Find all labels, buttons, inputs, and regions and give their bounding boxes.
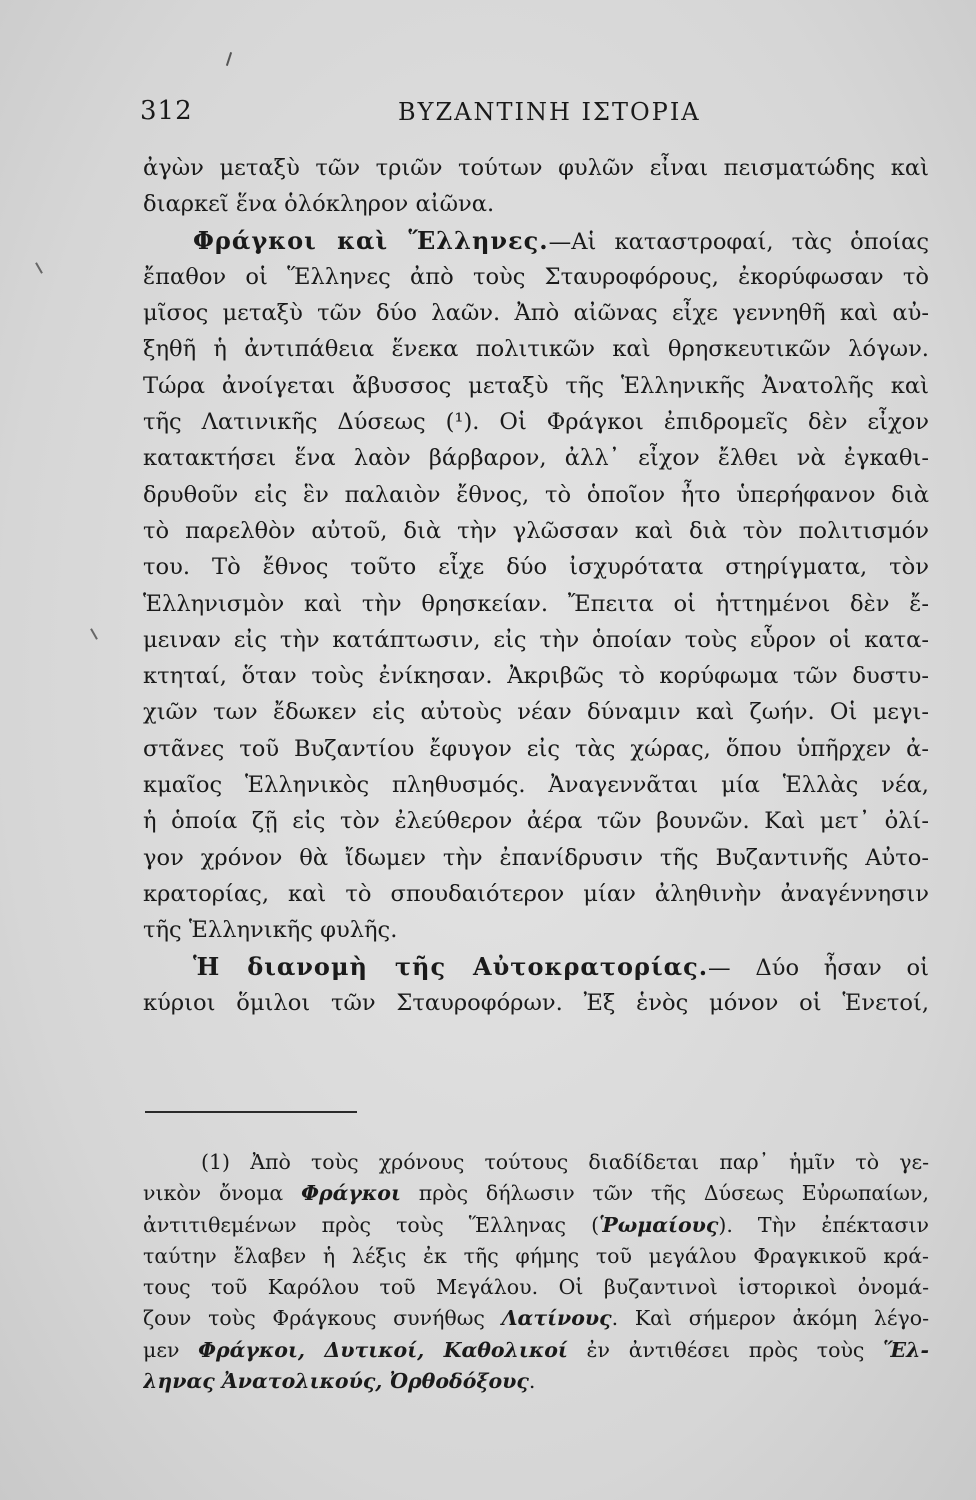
text-line: διαρκεῖ ἕνα ὁλόκληρον αἰῶνα. [143,191,495,218]
footnote-run: . Καὶ σήμερον ἀκόμη λέγο- [611,1306,929,1331]
footnote-run: ). Τὴν ἐπέκτασιν [718,1212,929,1237]
footnote-run: νικὸν ὄνομα [143,1181,284,1206]
running-title: ΒΥΖΑΝΤΙΝΗ ΙΣΤΟΡΙΑ [398,98,701,126]
footnote-line [143,1335,929,1366]
text-line: κτηταί, ὅταν τοὺς ἐνίκησαν. Ἀκριβῶς τὸ κορύφωμα τῶν δυστυ- [143,663,929,690]
section-heading-line [143,949,929,985]
text-line: κατακτήσει ἕνα λαὸν βάρβαρον, ἀλλ᾽ εἶχον ἔλθει νὰ ἐγκαθι- [143,445,929,472]
footnote-emphasis: Φράγκοι, Δυτικοί, Καθολικοί [198,1337,568,1362]
footnote-line [143,1303,929,1334]
footnote-run: ἀντιτιθεμένων πρὸς τοὺς Ἕλληνας ( [143,1212,600,1237]
margin-mark [35,262,43,273]
stray-pen-mark [226,52,232,66]
text-line: ἔπαθον οἱ Ἕλληνες ἀπὸ τοὺς Σταυροφόρους, ἐκορύφωσαν τὸ [143,263,929,290]
footnote-run: μεν [143,1337,180,1362]
footnote-line: (1) Ἀπὸ τοὺς χρόνους τούτους διαδίδεται παρ᾽ ἡμῖν τὸ γε- [201,1150,929,1174]
text-line: τῆς Λατινικῆς Δύσεως (¹). Οἱ Φράγκοι ἐπιδρομεῖς δὲν εἶχον [143,409,929,436]
text-line: δρυθοῦν εἰς ἓν παλαιὸν ἔθνος, τὸ ὁποῖον ἦτο ὑπερήφανον διὰ [143,481,929,508]
text-line: τῆς Ἑλληνικῆς φυλῆς. [143,917,398,944]
footnote-emphasis: Φράγκοι [301,1181,401,1206]
text-line: Τώρα ἀνοίγεται ἄβυσσος μεταξὺ τῆς Ἑλληνικῆς Ἀνατολῆς καὶ [143,372,929,399]
section-heading: Ἡ διανομὴ τῆς Αὐτοκρατορίας. [193,951,709,981]
margin-mark [90,628,98,639]
body-text [143,150,929,1021]
text-line: κμαῖος Ἑλληνικὸς πληθυσμός. Ἀναγεννᾶται μία Ἑλλὰς νέα, [143,772,929,799]
text-line: γον χρόνον θὰ ἴδωμεν τὴν ἐπανίδρυσιν τῆς Βυζαντινῆς Αὐτο- [143,844,929,871]
text-run: —Αἱ καταστροφαί, τὰς ὁποίας [548,228,929,255]
text-line: μῖσος μεταξὺ τῶν δύο λαῶν. Ἀπὸ αἰῶνας εἶχε γεννηθῆ καὶ αὐ- [143,300,929,327]
text-line: κρατορίας, καὶ τὸ σπουδαιότερον μίαν ἀληθινὴν ἀναγέννησιν [143,880,929,907]
text-line: στᾶνες τοῦ Βυζαντίου ἔφυγον εἰς τὰς χώρας, ὅπου ὑπῆρχεν ἀ- [143,735,929,762]
text-line: χιῶν των ἔδωκεν εἰς αὐτοὺς νέαν δύναμιν καὶ ζωήν. Οἱ μεγι- [143,699,929,726]
text-line: Ἑλληνισμὸν καὶ τὴν θρησκείαν. Ἔπειτα οἱ ἡττημένοι δὲν ἔ- [143,590,929,617]
footnote-rule [145,1111,357,1113]
page-number: 312 [140,96,193,126]
section-heading: Φράγκοι καὶ Ἕλληνες. [193,225,549,255]
section-heading-line [143,223,929,259]
footnote-run: ζουν τοὺς Φράγκους συνήθως [143,1306,485,1331]
footnote-emphasis: Ἕλ- [883,1337,929,1362]
footnote-emphasis: ληνας Ἀνατολικούς, Ὀρθοδόξους [143,1369,529,1394]
footnote-line [143,1366,929,1397]
text-line: ἀγὼν μεταξὺ τῶν τριῶν τούτων φυλῶν εἶναι πεισματώδης καὶ [143,155,929,181]
text-line: τὸ παρελθὸν αὐτοῦ, διὰ τὴν γλῶσσαν καὶ διὰ τὸν πολιτισμόν [143,517,929,544]
footnote-line [143,1210,929,1241]
text-line: του. Τὸ ἔθνος τοῦτο εἶχε δύο ἰσχυρότατα στηρίγματα, τὸν [143,554,929,581]
footnotes [143,1147,929,1397]
footnote-run: πρὸς δήλωσιν τῶν τῆς Δύσεως Εὐρωπαίων, [418,1181,929,1206]
text-run: — Δύο ἦσαν οἱ [708,954,929,981]
running-head [140,96,930,132]
footnote-emphasis: Λατίνους [501,1306,612,1331]
text-line: μειναν εἰς τὴν κατάπτωσιν, εἰς τὴν ὁποίαν τοὺς εὗρον οἱ κατα- [143,626,929,653]
text-line: ἡ ὁποία ζῇ εἰς τὸν ἐλεύθερον ἀέρα τῶν βουνῶν. Καὶ μετ᾽ ὀλί- [143,808,929,835]
text-line: κύριοι ὅμιλοι τῶν Σταυροφόρων. Ἐξ ἑνὸς μόνον οἱ Ἑνετοί, [143,989,929,1016]
text-line: ξηθῆ ἡ ἀντιπάθεια ἕνεκα πολιτικῶν καὶ θρησκευτικῶν λόγων. [143,336,929,363]
footnote-line: ταύτην ἔλαβεν ἡ λέξις ἐκ τῆς φήμης τοῦ μεγάλου Φραγκικοῦ κρά- [143,1243,929,1268]
footnote-run: ἐν ἀντιθέσει πρὸς τοὺς [586,1337,865,1362]
footnote-emphasis: Ῥωμαίους [599,1212,719,1237]
footnote-line: τους τοῦ Καρόλου τοῦ Μεγάλου. Οἱ βυζαντινοὶ ἱστορικοὶ ὀνομά- [143,1275,929,1300]
footnote-line [143,1178,929,1209]
footnote-run: . [528,1369,536,1394]
